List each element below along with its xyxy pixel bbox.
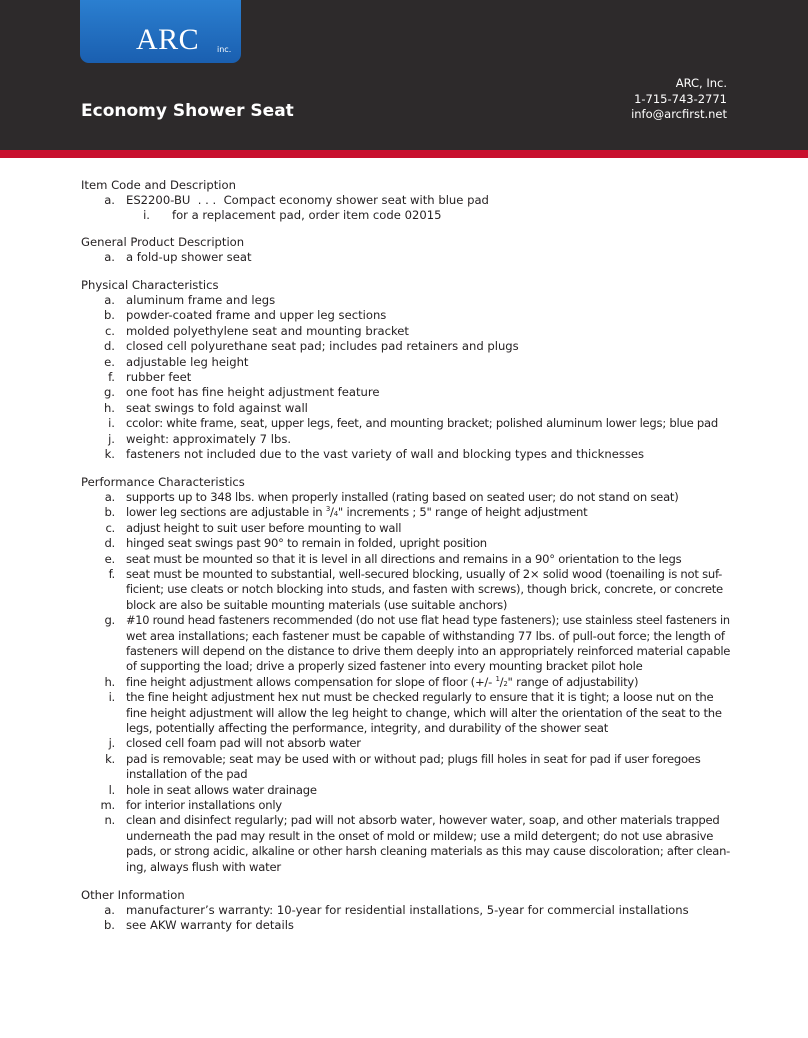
text-segment: fine height adjustment allows compensation for slope of floor (+/- [126,674,496,689]
list-marker: k. [105,751,115,766]
list-marker: j. [108,736,115,751]
list-marker: i. [108,416,115,431]
list-text: of supporting the load; drive a properly sized fastener into every mounting bracket pilot hole [126,659,643,674]
list-marker: c. [105,520,115,535]
list-text: closed cell foam pad will not absorb water [126,736,361,751]
fraction-denominator: 4 [333,510,338,519]
list-marker: a. [104,490,115,504]
list-text: fasteners will depend on the distance to drive them deeply into an appropriately reinforced material capable [126,644,731,658]
text-segment: " increments ; 5" range of height adjustment [337,505,588,520]
list-text: fine height adjustment will allow the leg height to change, which will alter the orientation of the seat to the [126,705,722,720]
contact-email: info@arcfirst.net [631,107,727,121]
list-marker: l. [108,782,115,797]
list-text: a fold-up shower seat [126,250,252,264]
page-header [0,0,808,150]
list-marker: n. [104,813,115,828]
list-text: for a replacement pad, order item code 02015 [172,208,442,222]
list-text: adjustable leg height [126,354,249,369]
list-marker: e. [104,551,115,566]
list-text: underneath the pad may result in the onset of mold or mildew; use a mild detergent; do not use abrasive [126,828,714,843]
list-marker: h. [104,674,115,689]
list-text: ccolor: white frame, seat, upper legs, feet, and mounting bracket; polished aluminum lower legs; blue pad [126,416,718,431]
list-text: pads, or strong acidic, alkaline or other harsh cleaning materials as this may cause discoloration; after clean- [126,844,731,859]
list-text: manufacturer’s warranty: 10-year for residential installations, 5-year for commercial installations [126,903,689,917]
fraction-numerator: 1 [495,674,500,683]
list-text: weight: approximately 7 lbs. [126,431,292,446]
list-text: adjust height to suit user before mounting to wall [126,520,402,535]
list-text: molded polyethylene seat and mounting bracket [126,323,409,338]
list-text: pad is removable; seat may be used with or without pad; plugs fill holes in seat for pad if user foregoes [126,751,701,766]
page-title: Economy Shower Seat [81,101,294,121]
list-text: ing, always flush with water [126,859,281,874]
list-text: for interior installations only [126,798,282,812]
text-segment: " range of adjustability) [507,674,639,689]
contact-company: ARC, Inc. [675,76,727,90]
header-accent-bar [0,150,808,158]
text-segment: lower leg sections are adjustable in [126,505,326,520]
contact-phone: 1-715-743-2771 [634,91,727,106]
list-marker: h. [103,400,115,415]
list-marker: d. [103,339,115,354]
list-text: fine height adjustment allows compensation for slope of floor (+/- $^1$/2" range of adjustability) [126,674,639,689]
list-marker: a. [104,193,115,207]
list-text: supports up to 348 lbs. when properly installed (rating based on seated user; do not stand on seat) [126,490,679,504]
list-text: closed cell polyurethane seat pad; includes pad retainers and plugs [126,339,519,354]
list-text: seat must be mounted to substantial, well-secured blocking, usually of 2× solid wood (toenailing is not suf- [126,567,723,581]
list-text: seat must be mounted so that it is level in all directions and remains in a 90° orientation to the legs [126,551,682,566]
list-marker: m. [100,798,115,812]
list-marker: f. [108,370,115,384]
list-text: see AKW warranty for details [126,918,294,933]
list-text: hinged seat swings past 90° to remain in folded, upright position [126,536,487,551]
list-text: powder-coated frame and upper leg sections [126,308,387,323]
section-heading-physical: Physical Characteristics [81,278,219,292]
logo-sub-text: inc. [217,45,232,54]
list-text: hole in seat allows water drainage [126,782,317,797]
list-marker: f. [108,567,115,581]
list-text: ficient; use cleats or notch blocking into studs, and fasten with screws), though brick, concrete, or concrete [126,582,723,597]
list-text: fasteners not included due to the vast variety of wall and blocking types and thicknesses [126,447,645,461]
list-marker: b. [103,918,115,933]
list-text: wet area installations; each fastener must be capable of withstanding 77 lbs. of pull-out force; the length of [126,628,725,643]
list-text: the fine height adjustment hex nut must be checked regularly to ensure that it is tight; a loose nut on the [126,690,714,705]
list-marker: a. [104,293,115,307]
section-heading-other: Other Information [81,888,185,902]
contact-block [631,76,727,123]
list-marker: i. [143,208,150,222]
section-heading-general: General Product Description [81,235,245,249]
list-text: installation of the pad [126,767,248,782]
list-text: seat swings to fold against wall [126,400,308,415]
list-text: one foot has fine height adjustment feature [126,385,380,400]
list-marker: c. [104,323,115,338]
list-marker: b. [103,308,115,323]
list-text: ES2200-BU . . . Compact economy shower seat with blue pad [126,193,489,207]
arc-logo [80,0,241,63]
list-text: lower leg sections are adjustable in $^3$/4" increments ; 5" range of height adjustment [126,505,588,520]
fraction-denominator: 2 [503,679,508,688]
logo-main-text: ARC [136,23,200,56]
list-marker: a. [104,903,115,917]
list-marker: i. [108,690,115,705]
list-text: clean and disinfect regularly; pad will not absorb water, however water, soap, and other materials trapped [126,813,720,828]
fraction-numerator: 3 [325,505,331,514]
list-marker: g. [104,613,115,628]
list-marker: j. [108,431,115,446]
list-marker: k. [104,447,115,461]
list-marker: g. [103,385,115,400]
list-text: legs, potentially affecting the performance, integrity, and durability of the shower seat [126,721,608,735]
section-heading-item-code: Item Code and Description [81,178,236,192]
list-marker: d. [104,536,115,551]
section-heading-performance: Performance Characteristics [81,475,245,489]
list-text: aluminum frame and legs [126,293,276,307]
list-marker: a. [104,250,115,264]
list-text: rubber feet [126,370,192,384]
list-text: block are also be suitable mounting materials (use suitable anchors) [126,597,508,612]
list-marker: b. [104,505,115,520]
list-text: #10 round head fasteners recommended (do not use flat head type fasteners); use stainless steel fasteners in [126,613,730,628]
list-marker: e. [104,354,115,369]
